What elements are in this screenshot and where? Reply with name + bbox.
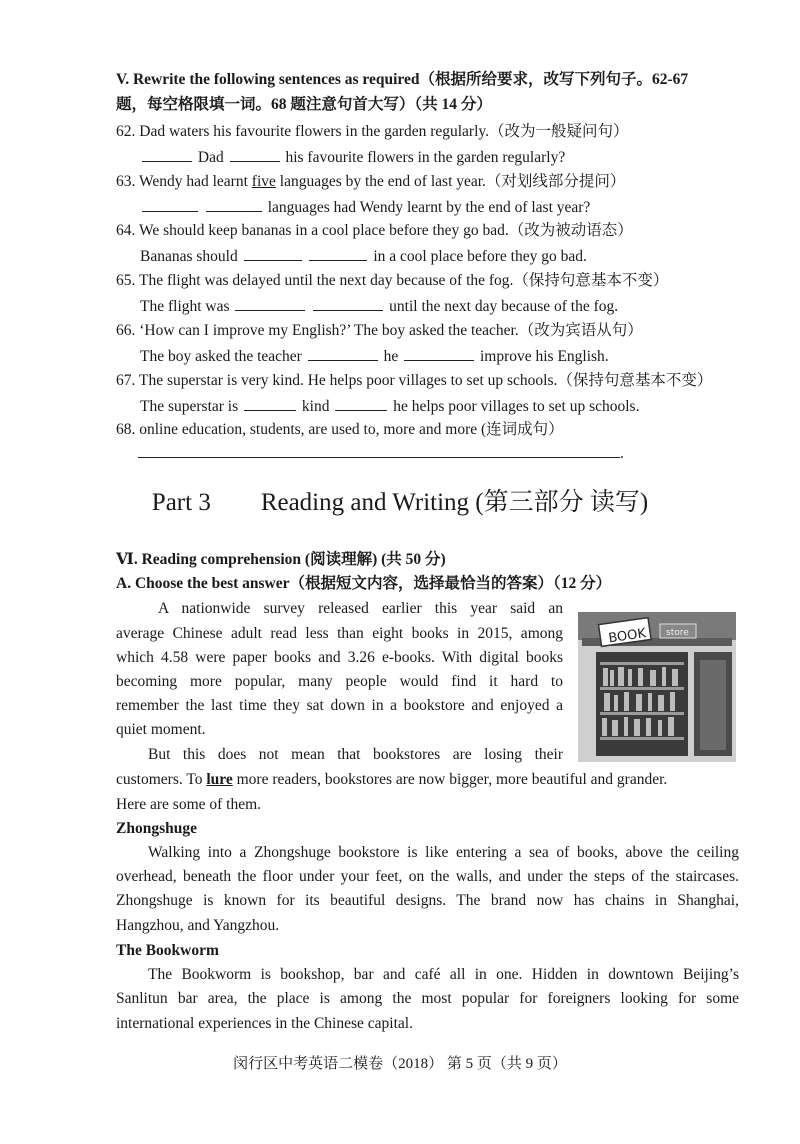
q67-blank-1[interactable] <box>244 396 296 411</box>
p3-line-1: Walking into a Zhongshuge bookstore is like entering a sea of books, above the ceiling <box>148 844 739 861</box>
page-footer: 闵行区中考英语二模卷（2018） 第 5 页（共 9 页） <box>233 1056 567 1072</box>
q68-prompt: 68. online education, students, are used to, more and more (连词成句） <box>116 421 564 438</box>
q65-blank-1[interactable] <box>235 296 305 311</box>
p2-line-2-pre: customers. To <box>116 771 207 788</box>
bookstore-sign-sub: store <box>666 628 689 638</box>
q66-text-1: The boy asked the teacher <box>140 348 302 365</box>
section-v-header-line1: V. Rewrite the following sentences as required（根据所给要求，改写下列句子。62-67 <box>116 71 689 88</box>
heading-zhongshuge: Zhongshuge <box>116 820 197 837</box>
q64-blank-2[interactable] <box>309 246 367 261</box>
q63-blank-2[interactable] <box>206 197 262 212</box>
q62-text-1: Dad <box>197 149 224 166</box>
p1-line-1: A nationwide survey released earlier this year said an <box>158 600 563 617</box>
q65-text-1: The flight was <box>140 298 230 315</box>
q65-text-2: until the next day because of the fog. <box>389 298 619 315</box>
q66-answer <box>140 346 609 367</box>
p2-line-2 <box>116 770 667 790</box>
p2-line-1: But this does not mean that bookstores are losing their <box>148 746 563 763</box>
q63-underlined-word: five <box>251 173 276 190</box>
q66-blank-2[interactable] <box>404 346 474 361</box>
q66-blank-1[interactable] <box>308 346 378 361</box>
bookstore-sign-text: BOOK <box>607 626 647 647</box>
q63-answer <box>140 197 590 218</box>
p2-line-2-post: more readers, bookstores are now bigger, more beautiful and grander. <box>232 771 668 788</box>
p3-line-3: Zhongshuge is known for its beautiful designs. The brand now has chains in Shanghai, <box>116 892 739 909</box>
q67-blank-2[interactable] <box>335 396 387 411</box>
q65-answer <box>140 296 618 317</box>
q62-prompt: 62. Dad waters his favourite flowers in the garden regularly.（改为一般疑问句） <box>116 123 629 140</box>
p1-line-5: remember the last time they sat down in a bookstore and enjoyed a <box>116 697 563 714</box>
q62-blank-1[interactable] <box>142 147 192 162</box>
q63-text-1: languages had Wendy learnt by the end of last year? <box>267 199 591 216</box>
q66-prompt: 66. ‘How can I improve my English?’ The boy asked the teacher.（改为宾语从句） <box>116 322 643 339</box>
q64-prompt: 64. We should keep bananas in a cool place before they go bad.（改为被动语态） <box>116 222 633 239</box>
p4-line-3: international experiences in the Chinese capital. <box>116 1015 413 1032</box>
p2-underlined-word: lure <box>206 771 233 788</box>
q63-prompt-pre: 63. Wendy had learnt <box>116 173 252 190</box>
p1-line-2: average Chinese adult read less than eight books in 2015, among <box>116 625 563 642</box>
q67-prompt: 67. The superstar is very kind. He helps poor villages to set up schools.（保持句意基本不变） <box>116 372 713 389</box>
q66-text-2: he <box>383 348 399 365</box>
q62-text-2: his favourite flowers in the garden regularly? <box>285 149 566 166</box>
q67-text-1: The superstar is <box>140 398 239 415</box>
q62-answer <box>140 147 565 168</box>
p1-line-3: which 4.58 were paper books and 3.26 e-books. With digital books <box>116 649 563 666</box>
section-vi-subheader-a: A. Choose the best answer（根据短文内容，选择最恰当的答案）（12 分） <box>116 575 612 592</box>
section-vi-header: Ⅵ. Reading comprehension (阅读理解) (共 50 分) <box>116 551 446 568</box>
q67-text-3: he helps poor villages to set up schools. <box>393 398 640 415</box>
p4-line-2: Sanlitun bar area, the place is among the most popular for foreigners looking for some <box>116 990 739 1007</box>
q64-blank-1[interactable] <box>244 246 302 261</box>
q62-blank-2[interactable] <box>230 147 280 162</box>
p1-line-6: quiet moment. <box>116 721 206 738</box>
q64-answer <box>140 246 587 267</box>
q64-text-1: Bananas should <box>140 248 238 265</box>
q63-prompt <box>116 172 625 192</box>
q64-text-2: in a cool place before they go bad. <box>373 248 587 265</box>
q63-prompt-post: languages by the end of last year.（对划线部分提问） <box>275 173 626 190</box>
section-v-header-line2: 题，每空格限填一词。68 题注意句首大写）（共 14 分） <box>116 96 492 113</box>
part3-title: Part 3 Reading and Writing (第三部分 读写) <box>151 489 649 516</box>
bookstore-illustration <box>578 612 736 762</box>
p1-line-4: becoming more popular, many people would find it hard to <box>116 673 563 690</box>
p4-line-1: The Bookworm is bookshop, bar and café all in one. Hidden in downtown Beijing’s <box>148 966 739 983</box>
q68-period: . <box>620 445 624 462</box>
q63-blank-1[interactable] <box>142 197 198 212</box>
p3-line-2: overhead, beneath the floor under your feet, on the walls, and under the steps of the staircases. <box>116 868 739 885</box>
q67-text-2: kind <box>301 398 330 415</box>
q68-answer-line[interactable] <box>138 457 620 458</box>
heading-bookworm: The Bookworm <box>116 942 219 959</box>
q65-blank-2[interactable] <box>313 296 383 311</box>
p3-line-4: Hangzhou, and Yangzhou. <box>116 917 280 934</box>
q67-answer <box>140 396 639 417</box>
q66-text-3: improve his English. <box>479 348 609 365</box>
q65-prompt: 65. The flight was delayed until the next day because of the fog.（保持句意基本不变） <box>116 272 669 289</box>
p2-line-3: Here are some of them. <box>116 796 262 813</box>
